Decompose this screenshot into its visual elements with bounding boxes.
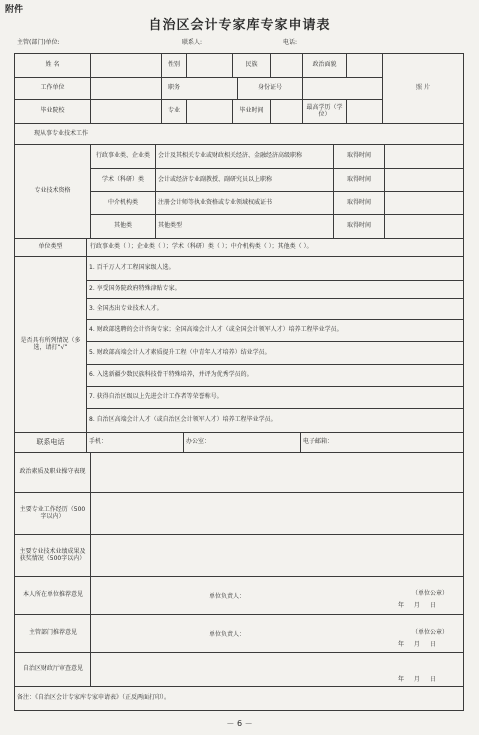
qual-desc-1: 会计及其相关专业或财政相关经济、金融经济高级职称 (158, 152, 303, 160)
achievements-field[interactable] (91, 535, 463, 576)
qual-category-3: 中介机构类 (107, 198, 138, 206)
condition-item-5[interactable]: 5. 财政部高端会计人才素质提升工程（中青年人才培养）结业学员。 (89, 348, 271, 356)
conditions-label: 是否具有所列情况（多选，请打“√” (20, 336, 81, 351)
work-history-field[interactable] (91, 493, 463, 534)
work-unit-label: 工作单位 (40, 84, 65, 92)
qual-desc-4: 其他类型 (158, 222, 183, 230)
work-history-label: 主要专业工作经历（500字以内） (19, 505, 86, 520)
qual-time-1: 取得时间 (346, 152, 371, 160)
attachment-label: 附件 (5, 5, 24, 15)
gender-label: 性别 (167, 61, 180, 69)
degree-label: 最高学历（学位） (306, 103, 343, 118)
qual-category-4: 其他类 (113, 222, 132, 230)
contact-phone-label: 联系电话 (36, 438, 65, 447)
achievements-label: 主要专业技术业绩成果及获奖情况（500字以内） (19, 547, 86, 562)
condition-item-1[interactable]: 1. 百千万人才工程国家级人选。 (89, 264, 175, 272)
unit-opinion-label: 本人所在单位推荐意见 (22, 591, 83, 599)
ethnicity-label: 民族 (245, 61, 258, 69)
political-quality-label: 政治素质及职业操守表现 (19, 468, 86, 476)
unit-type-label: 单位类型 (38, 243, 63, 251)
dept-opinion-label: 主管部门推荐意见 (28, 629, 77, 637)
unit-type-options[interactable]: 行政事业类（ ）；企业类（ ）；学术（科研）类（ ）；中介机构类（ ）；其他类（ ）。 (90, 243, 313, 251)
political-status-label: 政治面貌 (312, 61, 337, 69)
major-label: 专业 (167, 107, 180, 115)
dept-opinion-date: 年 月 日 (398, 641, 436, 648)
condition-item-2[interactable]: 2. 享受国务院政府特殊津贴专家。 (89, 285, 181, 293)
qual-time-3: 取得时间 (346, 198, 371, 206)
condition-item-3[interactable]: 3. 全国杰出专业技术人才。 (89, 304, 163, 312)
qual-desc-3: 注册会计师等执业资格或专业领域权威证书 (158, 198, 273, 206)
qualification-label: 专业技术资格 (34, 187, 71, 195)
grad-time-label: 毕业时间 (239, 107, 264, 115)
dept-label: 主管(部门)单位: (17, 39, 60, 46)
condition-item-6[interactable]: 6. 入选新疆少数民族科技骨干特殊培养，并评为优秀学员的。 (89, 371, 253, 379)
unit-opinion-signer: 单位负责人： (209, 593, 246, 600)
finance-opinion-date: 年 月 日 (398, 676, 436, 683)
qual-time-4: 取得时间 (346, 222, 371, 230)
unit-opinion-seal: （单位公章） (412, 590, 449, 597)
contact-person-label: 联系人: (182, 39, 203, 46)
photo-box[interactable]: 照 片 (416, 84, 430, 92)
dept-opinion-seal: （单位公章） (412, 629, 449, 636)
page-title: 自治区会计专家库专家申请表 (148, 18, 331, 33)
finance-opinion-label: 自治区财政厅审查意见 (22, 665, 83, 673)
email-label[interactable]: 电子邮箱： (303, 438, 334, 446)
condition-item-7[interactable]: 7. 获得自治区级以上先进会计工作者等荣誉称号。 (89, 393, 223, 401)
name-label: 姓 名 (45, 61, 60, 69)
page-number: － 6 － (226, 719, 253, 728)
phone-label: 电话: (283, 39, 298, 46)
qual-category-2: 学术（科研）类 (101, 175, 144, 183)
current-work-label: 现从事专业技术工作 (34, 129, 89, 137)
office-phone-label[interactable]: 办公室： (186, 438, 211, 446)
political-quality-field[interactable] (91, 453, 463, 492)
id-number-label: 身份证号 (257, 84, 282, 92)
condition-item-4[interactable]: 4. 财政部选聘的会计咨询专家；全国高端会计人才（或全国会计领军人才）培养工程毕业学员。 (89, 326, 343, 334)
dept-opinion-signer: 单位负责人： (209, 631, 246, 638)
school-label: 毕业院校 (40, 107, 65, 115)
unit-opinion-date: 年 月 日 (398, 602, 436, 609)
qual-category-1: 行政事业类、企业类 (95, 152, 150, 160)
condition-item-8[interactable]: 8. 自治区高端会计人才（或自治区会计领军人才）培养工程毕业学员。 (89, 416, 277, 424)
qual-desc-2: 会计或经济专业副教授、副研究员以上职称 (158, 175, 273, 183)
mobile-label[interactable]: 手机： (89, 438, 108, 446)
qual-time-2: 取得时间 (346, 175, 371, 183)
remark-text: 备注：《自治区会计专家库专家申请表》（正反两面打印）。 (17, 693, 171, 701)
position-label: 职务 (167, 84, 180, 92)
